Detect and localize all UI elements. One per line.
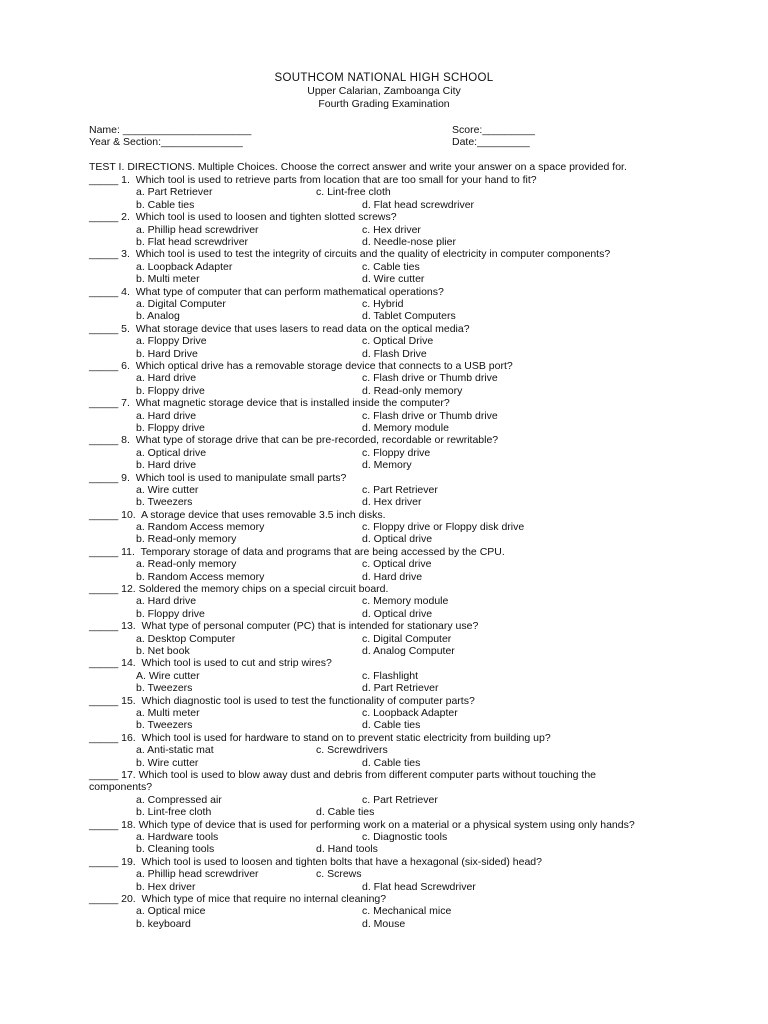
question-19 [89,856,689,893]
answer-option: d. Cable ties [362,719,421,732]
answer-option: c. Memory module [362,595,449,608]
question-2 [89,211,689,248]
options-row [89,571,689,583]
answer-option: b. Cleaning tools [136,843,215,856]
answer-option: a. Read-only memory [136,558,237,571]
question-stem: _____ 17. Which tool is used to blow away dust and debris from different computer parts without touching the components? [89,769,597,794]
options-row [89,595,689,607]
answer-option: c. Floppy drive [362,446,431,459]
answer-option: d. Optical drive [362,607,433,620]
answer-option: d. Cable ties [316,806,375,819]
options-row [89,298,689,310]
question-stem: _____ 16. Which tool is used for hardware to stand on to prevent static electricity from building up? [89,731,551,744]
question-stem: _____ 7. What magnetic storage device that is installed inside the computer? [89,397,450,410]
answer-option: b. Floppy drive [136,421,205,434]
options-row [89,757,689,769]
answer-option: b. Net book [136,645,190,658]
answer-option: c. Cable ties [362,260,420,273]
answer-option: b. Floppy drive [136,607,205,620]
options-row [89,335,689,347]
question-3 [89,248,689,285]
question-9 [89,472,689,509]
question-10 [89,509,689,546]
answer-option: c. Lint-free cloth [316,186,391,199]
school-name: SOUTHCOM NATIONAL HIGH SCHOOL [274,72,494,84]
answer-option: a. Multi meter [136,707,200,720]
answer-option: b. Hard Drive [136,347,198,360]
answer-option: c. Flash drive or Thumb drive [362,372,498,385]
date-field[interactable]: Date:_________ [452,136,530,148]
options-row [89,261,689,273]
answer-option: d. Wire cutter [362,273,425,286]
answer-option: d. Mouse [362,917,406,930]
question-stem: _____ 8. What type of storage drive that can be pre-recorded, recordable or rewritable? [89,434,499,447]
options-row [89,459,689,471]
answer-option: c. Part Retriever [362,483,438,496]
question-16 [89,732,689,769]
options-row [89,410,689,422]
answer-option: c. Flash drive or Thumb drive [362,409,498,422]
answer-option: b. Analog [136,310,180,323]
options-row [89,558,689,570]
answer-option: b. Wire cutter [136,756,199,769]
answer-option: b. Multi meter [136,273,200,286]
answer-option: b. Flat head screwdriver [136,235,249,248]
answer-option: b. keyboard [136,917,191,930]
question-11 [89,546,689,583]
answer-option: d. Hand tools [316,843,378,856]
answer-option: a. Compressed air [136,793,222,806]
options-row [89,670,689,682]
question-stem: _____ 6. Which optical drive has a removable storage device that connects to a USB port? [89,359,513,372]
question-17 [89,769,689,819]
options-row [89,868,689,880]
answer-option: a. Hard drive [136,372,197,385]
options-row [89,831,689,843]
answer-option: a. Wire cutter [136,483,199,496]
answer-option: b. Cable ties [136,198,195,211]
question-1 [89,174,689,211]
answer-option: c. Digital Computer [362,632,452,645]
question-stem: _____ 1. Which tool is used to retrieve parts from location that are too small for your hand to fit? [89,174,537,186]
answer-option: a. Hard drive [136,409,197,422]
answer-option: b. Tweezers [136,496,193,509]
exam-title: Fourth Grading Examination [318,98,450,110]
name-field[interactable]: Name: ______________________ [89,124,252,136]
options-row [89,843,689,855]
answer-option: d. Analog Computer [362,645,455,658]
options-row [89,905,689,917]
question-list [89,174,689,930]
answer-option: d. Flash Drive [362,347,427,360]
options-row [89,273,689,285]
answer-option: b. Random Access memory [136,570,265,583]
answer-option: c. Screwdrivers [316,744,388,757]
answer-option: c. Optical drive [362,558,432,571]
question-15 [89,695,689,732]
answer-option: a. Anti-static mat [136,744,214,757]
options-row [89,881,689,893]
question-14 [89,657,689,694]
question-stem: _____ 14. Which tool is used to cut and strip wires? [89,657,332,670]
answer-option: a. Desktop Computer [136,632,236,645]
options-row [89,224,689,236]
question-stem: _____ 18. Which type of device that is used for performing work on a material or a physical system using only hands? [89,818,635,831]
answer-option: b. Read-only memory [136,533,237,546]
question-stem: _____ 13. What type of personal computer (PC) that is intended for stationary use? [89,620,479,633]
options-row [89,372,689,384]
options-row [89,236,689,248]
question-12 [89,583,689,620]
answer-option: d. Memory [362,459,412,472]
answer-option: a. Hard drive [136,595,197,608]
question-8 [89,434,689,471]
answer-option: a. Floppy Drive [136,335,207,348]
question-stem: _____ 2. Which tool is used to loosen and tighten slotted screws? [89,211,397,224]
options-row [89,719,689,731]
test-directions: TEST I. DIRECTIONS. Multiple Choices. Choose the correct answer and write your answer on a space provided for. [89,161,627,173]
options-row [89,496,689,508]
options-row [89,199,689,211]
answer-option: a. Digital Computer [136,297,226,310]
options-row [89,608,689,620]
answer-option: b. Tweezers [136,682,193,695]
answer-option: d. Hex driver [362,496,422,509]
answer-option: a. Optical mice [136,905,206,918]
answer-option: c. Flashlight [362,669,419,682]
answer-option: d. Flat head Screwdriver [362,880,476,893]
answer-option: d. Part Retriever [362,682,439,695]
answer-option: c. Floppy drive or Floppy disk drive [362,521,525,534]
question-stem: _____ 12. Soldered the memory chips on a special circuit board. [89,583,389,596]
options-row [89,794,689,806]
answer-option: d. Hard drive [362,570,423,583]
answer-option: b. Floppy drive [136,384,205,397]
answer-option: c. Diagnostic tools [362,831,448,843]
answer-option: d. Memory module [362,421,449,434]
question-stem: _____ 10. A storage device that uses removable 3.5 inch disks. [89,508,386,521]
answer-option: a. Hardware tools [136,831,219,843]
answer-option: a. Random Access memory [136,521,265,534]
question-stem: _____ 11. Temporary storage of data and programs that are being accessed by the CPU. [89,545,505,558]
options-row [89,806,689,818]
question-13 [89,620,689,657]
question-18 [89,819,689,856]
options-row [89,484,689,496]
answer-option: c. Hex driver [362,223,421,236]
question-stem: _____ 4. What type of computer that can perform mathematical operations? [89,285,444,298]
options-row [89,521,689,533]
answer-option: d. Needle-nose plier [362,235,456,248]
answer-option: c. Mechanical mice [362,905,452,918]
school-address: Upper Calarian, Zamboanga City [307,85,461,97]
year-section-field[interactable]: Year & Section:______________ [89,136,243,148]
question-4 [89,286,689,323]
answer-option: b. Hex driver [136,880,196,893]
options-row [89,682,689,694]
answer-option: c. Screws [316,868,362,881]
options-row [89,645,689,657]
answer-option: a. Phillip head screwdriver [136,868,259,881]
answer-option: d. Optical drive [362,533,433,546]
options-row [89,385,689,397]
question-7 [89,397,689,434]
options-row [89,447,689,459]
answer-option: c. Hybrid [362,297,404,310]
answer-option: c. Loopback Adapter [362,707,458,720]
question-5 [89,323,689,360]
answer-option: d. Read-only memory [362,384,463,397]
answer-option: A. Wire cutter [136,669,200,682]
options-row [89,348,689,360]
answer-option: d. Flat head screwdriver [362,198,475,211]
question-6 [89,360,689,397]
question-stem: _____ 3. Which tool is used to test the integrity of circuits and the quality of electricity in computer components? [89,248,611,261]
answer-option: d. Tablet Computers [362,310,456,323]
answer-option: a. Optical drive [136,446,207,459]
question-20 [89,893,689,930]
options-row [89,186,689,198]
answer-option: c. Part Retriever [362,793,438,806]
answer-option: b. Lint-free cloth [136,806,212,819]
options-row [89,422,689,434]
score-field[interactable]: Score:_________ [452,124,535,136]
question-stem: _____ 19. Which tool is used to loosen and tighten bolts that have a hexagonal (six-sided) head? [89,855,542,868]
question-stem: _____ 15. Which diagnostic tool is used to test the functionality of computer parts? [89,694,475,707]
options-row [89,918,689,930]
answer-option: b. Hard drive [136,459,197,472]
answer-option: a. Phillip head screwdriver [136,223,259,236]
answer-option: b. Tweezers [136,719,193,732]
options-row [89,744,689,756]
answer-option: d. Cable ties [362,756,421,769]
options-row [89,707,689,719]
options-row [89,310,689,322]
question-stem: _____ 20. Which type of mice that require no internal cleaning? [89,892,387,905]
question-stem: _____ 9. Which tool is used to manipulate small parts? [89,471,347,484]
options-row [89,533,689,545]
answer-option: a. Loopback Adapter [136,260,233,273]
answer-option: c. Optical Drive [362,335,434,348]
question-stem: _____ 5. What storage device that uses lasers to read data on the optical media? [89,322,470,335]
options-row [89,633,689,645]
answer-option: a. Part Retriever [136,186,213,199]
